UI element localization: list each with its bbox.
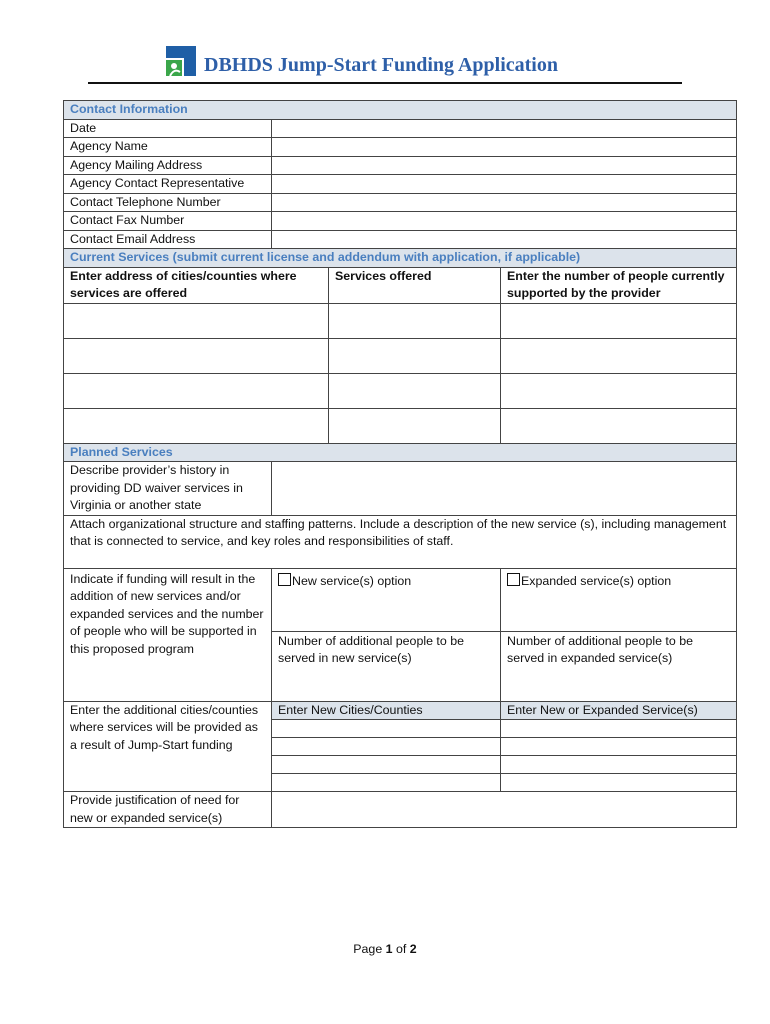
cell-new-service-2[interactable] xyxy=(501,738,737,756)
cell-people-4[interactable] xyxy=(501,408,737,443)
new-service-checkbox[interactable] xyxy=(278,573,291,586)
cell-services-4[interactable] xyxy=(329,408,501,443)
page-of: of xyxy=(392,942,410,956)
section-planned-services: Planned Services xyxy=(64,443,737,462)
new-service-option[interactable] xyxy=(272,568,501,631)
label-date: Date xyxy=(64,119,272,138)
page-number: 1 xyxy=(385,942,393,956)
col-header-cities-counties: Enter address of cities/counties where services are offered xyxy=(64,267,329,303)
field-date[interactable] xyxy=(272,119,737,138)
label-agency-mailing-address: Agency Mailing Address xyxy=(64,156,272,175)
label-contact-telephone: Contact Telephone Number xyxy=(64,193,272,212)
dbhds-logo-icon xyxy=(164,44,198,78)
document-header xyxy=(164,44,684,86)
label-contact-fax: Contact Fax Number xyxy=(64,212,272,231)
cell-services-1[interactable] xyxy=(329,303,501,338)
label-additional-cities: Enter the additional cities/counties where services will be provided as a result of Jump-Start funding xyxy=(64,701,272,792)
attach-org-structure-instructions: Attach organizational structure and staffing patterns. Include a description of the new service (s), including management that is connected to service, and key roles and responsibilities of staff. xyxy=(64,515,737,568)
expanded-service-option[interactable] xyxy=(501,568,737,631)
cell-new-service-4[interactable] xyxy=(501,774,737,792)
application-form xyxy=(63,100,737,828)
label-contact-email: Contact Email Address xyxy=(64,230,272,249)
col-header-services-offered: Services offered xyxy=(329,267,501,303)
expanded-service-people-field[interactable]: Number of additional people to be served in expanded service(s) xyxy=(501,631,737,701)
page-prefix: Page xyxy=(353,942,386,956)
col-header-people-supported: Enter the number of people currently supported by the provider xyxy=(501,267,737,303)
cell-new-service-3[interactable] xyxy=(501,756,737,774)
label-provider-history: Describe provider’s history in providing DD waiver services in Virginia or another state xyxy=(64,462,272,516)
field-justification[interactable] xyxy=(272,792,737,828)
label-justification: Provide justification of need for new or expanded service(s) xyxy=(64,792,272,828)
cell-new-city-4[interactable] xyxy=(272,774,501,792)
field-contact-fax[interactable] xyxy=(272,212,737,231)
cell-cities-4[interactable] xyxy=(64,408,329,443)
page-footer xyxy=(0,942,770,956)
section-current-services: Current Services (submit current license and addendum with application, if applicable) xyxy=(64,249,737,268)
title-underline xyxy=(88,82,682,84)
expanded-service-checkbox[interactable] xyxy=(507,573,520,586)
col-header-new-expanded-services: Enter New or Expanded Service(s) xyxy=(501,701,737,720)
label-agency-name: Agency Name xyxy=(64,138,272,157)
document-title: DBHDS Jump-Start Funding Application xyxy=(204,54,558,76)
field-agency-contact-representative[interactable] xyxy=(272,175,737,194)
cell-services-2[interactable] xyxy=(329,338,501,373)
cell-cities-1[interactable] xyxy=(64,303,329,338)
cell-people-1[interactable] xyxy=(501,303,737,338)
cell-cities-2[interactable] xyxy=(64,338,329,373)
cell-new-service-1[interactable] xyxy=(501,720,737,738)
cell-cities-3[interactable] xyxy=(64,373,329,408)
new-service-option-label: New service(s) option xyxy=(292,573,412,588)
cell-people-2[interactable] xyxy=(501,338,737,373)
cell-new-city-2[interactable] xyxy=(272,738,501,756)
new-service-people-field[interactable]: Number of additional people to be served in new service(s) xyxy=(272,631,501,701)
field-contact-email[interactable] xyxy=(272,230,737,249)
label-agency-contact-representative: Agency Contact Representative xyxy=(64,175,272,194)
cell-new-city-3[interactable] xyxy=(272,756,501,774)
expanded-service-option-label: Expanded service(s) option xyxy=(521,573,672,588)
section-contact-information: Contact Information xyxy=(64,101,737,120)
field-contact-telephone[interactable] xyxy=(272,193,737,212)
field-agency-name[interactable] xyxy=(272,138,737,157)
label-funding-indication: Indicate if funding will result in the addition of new services and/or expanded services and the number of people who will be supported in this proposed program xyxy=(64,568,272,701)
page-total: 2 xyxy=(409,942,417,956)
col-header-new-cities: Enter New Cities/Counties xyxy=(272,701,501,720)
cell-new-city-1[interactable] xyxy=(272,720,501,738)
cell-services-3[interactable] xyxy=(329,373,501,408)
field-provider-history[interactable] xyxy=(272,462,737,516)
cell-people-3[interactable] xyxy=(501,373,737,408)
field-agency-mailing-address[interactable] xyxy=(272,156,737,175)
